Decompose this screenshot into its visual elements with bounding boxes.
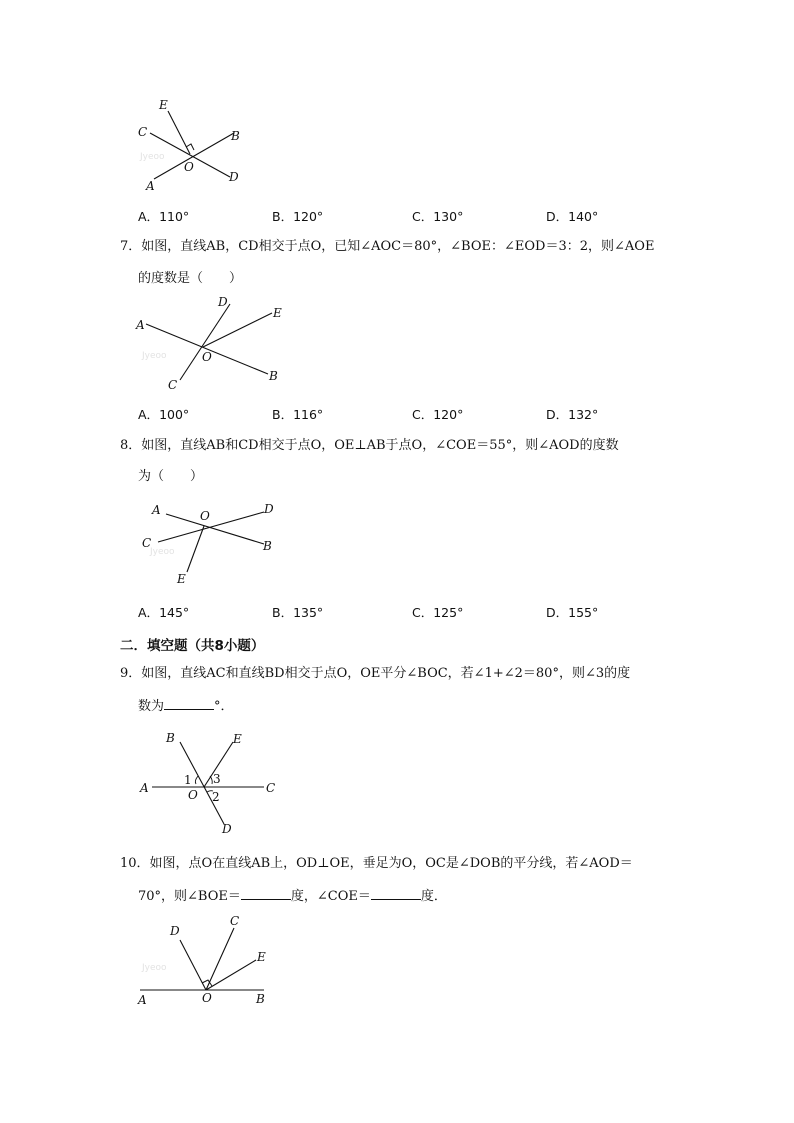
label-c: C xyxy=(230,914,240,928)
q7-stem-line2: 的度数是（ ） xyxy=(138,271,243,286)
angle-arc-1 xyxy=(195,776,198,784)
label-e: E xyxy=(273,306,282,320)
label-angle-1: 1 xyxy=(184,773,192,787)
label-c: C xyxy=(168,378,178,392)
q7-option-c[interactable]: C．120° xyxy=(412,407,464,422)
label-b: B xyxy=(263,539,272,553)
angle-arc-3 xyxy=(210,776,212,784)
label-d: D xyxy=(264,502,274,516)
ray-oc xyxy=(206,928,234,990)
label-o: O xyxy=(202,350,212,364)
label-e: E xyxy=(257,950,266,964)
q9-stem-line1: 9．如图，直线AC和直线BD相交于点O，OE平分∠BOC，若∠1+∠2＝80°，则∠3的度 xyxy=(120,666,631,681)
q8-stem-line1: 8．如图，直线AB和CD相交于点O，OE⊥AB于点O，∠COE＝55°，则∠AOD的度数 xyxy=(120,438,619,453)
figure-q9 xyxy=(130,726,290,838)
label-d: D xyxy=(218,295,228,309)
figure-q7 xyxy=(130,292,290,394)
line-ab xyxy=(166,514,264,544)
line-cd xyxy=(180,304,230,380)
label-angle-3: 3 xyxy=(213,772,221,786)
label-d: D xyxy=(229,170,239,184)
q10-stem-line1: 10．如图，点O在直线AB上，OD⊥OE，垂足为O，OC是∠DOB的平分线，若∠AOD＝ xyxy=(120,856,633,871)
section-title: 二．填空题（共8小题） xyxy=(120,638,265,654)
q9-stem-line2: 数为 °． xyxy=(138,699,234,714)
figure-watermark: Jyeoo xyxy=(142,963,167,973)
label-a: A xyxy=(138,993,147,1007)
ray-oe xyxy=(206,960,256,990)
q6-option-d[interactable]: D．140° xyxy=(546,209,599,224)
q7-option-b[interactable]: B．116° xyxy=(272,407,324,422)
figure-watermark: Jyeoo xyxy=(140,152,165,162)
label-a: A xyxy=(136,318,145,332)
label-o: O xyxy=(202,991,212,1005)
q8-option-d[interactable]: D．155° xyxy=(546,605,599,620)
line-ab xyxy=(146,324,268,374)
label-d: D xyxy=(170,924,180,938)
label-angle-2: 2 xyxy=(212,790,220,804)
label-b: B xyxy=(256,992,265,1006)
q6-option-c[interactable]: C．130° xyxy=(412,209,464,224)
q8-option-c[interactable]: C．125° xyxy=(412,605,464,620)
label-c: C xyxy=(142,536,152,550)
answer-blank[interactable] xyxy=(164,697,214,710)
q8-stem-line2: 为（ ） xyxy=(138,469,204,484)
figure-q6 xyxy=(130,95,260,195)
q7-option-a[interactable]: A．100° xyxy=(138,407,190,422)
label-a: A xyxy=(140,781,149,795)
q8-option-b[interactable]: B．135° xyxy=(272,605,324,620)
q10-stem-line2: 70°，则∠BOE＝ 度，∠COE＝ 度． xyxy=(138,889,447,904)
label-b: B xyxy=(231,129,240,143)
ray-oe xyxy=(168,111,190,154)
answer-blank-coe[interactable] xyxy=(371,887,421,900)
label-c: C xyxy=(266,781,276,795)
label-b: B xyxy=(166,731,175,745)
label-d: D xyxy=(222,822,232,836)
label-c: C xyxy=(138,125,148,139)
q6-option-b[interactable]: B．120° xyxy=(272,209,324,224)
label-e: E xyxy=(177,572,186,586)
label-o: O xyxy=(184,160,194,174)
q6-option-a[interactable]: A．110° xyxy=(138,209,190,224)
label-o: O xyxy=(200,509,210,523)
figure-watermark: Jyeoo xyxy=(142,351,167,361)
q8-option-a[interactable]: A．145° xyxy=(138,605,190,620)
label-a: A xyxy=(152,503,161,517)
q7-option-d[interactable]: D．132° xyxy=(546,407,599,422)
figure-q8 xyxy=(130,498,290,590)
answer-blank-boe[interactable] xyxy=(241,887,291,900)
label-a: A xyxy=(146,179,155,193)
q7-stem-line1: 7．如图，直线AB，CD相交于点O，已知∠AOC＝80°，∠BOE：∠EOD＝3：2，则∠AOE xyxy=(120,239,655,254)
label-e: E xyxy=(159,98,168,112)
figure-watermark: Jyeoo xyxy=(150,547,175,557)
figure-q10 xyxy=(130,910,290,1010)
label-b: B xyxy=(269,369,278,383)
label-e: E xyxy=(233,732,242,746)
label-o: O xyxy=(188,788,198,802)
